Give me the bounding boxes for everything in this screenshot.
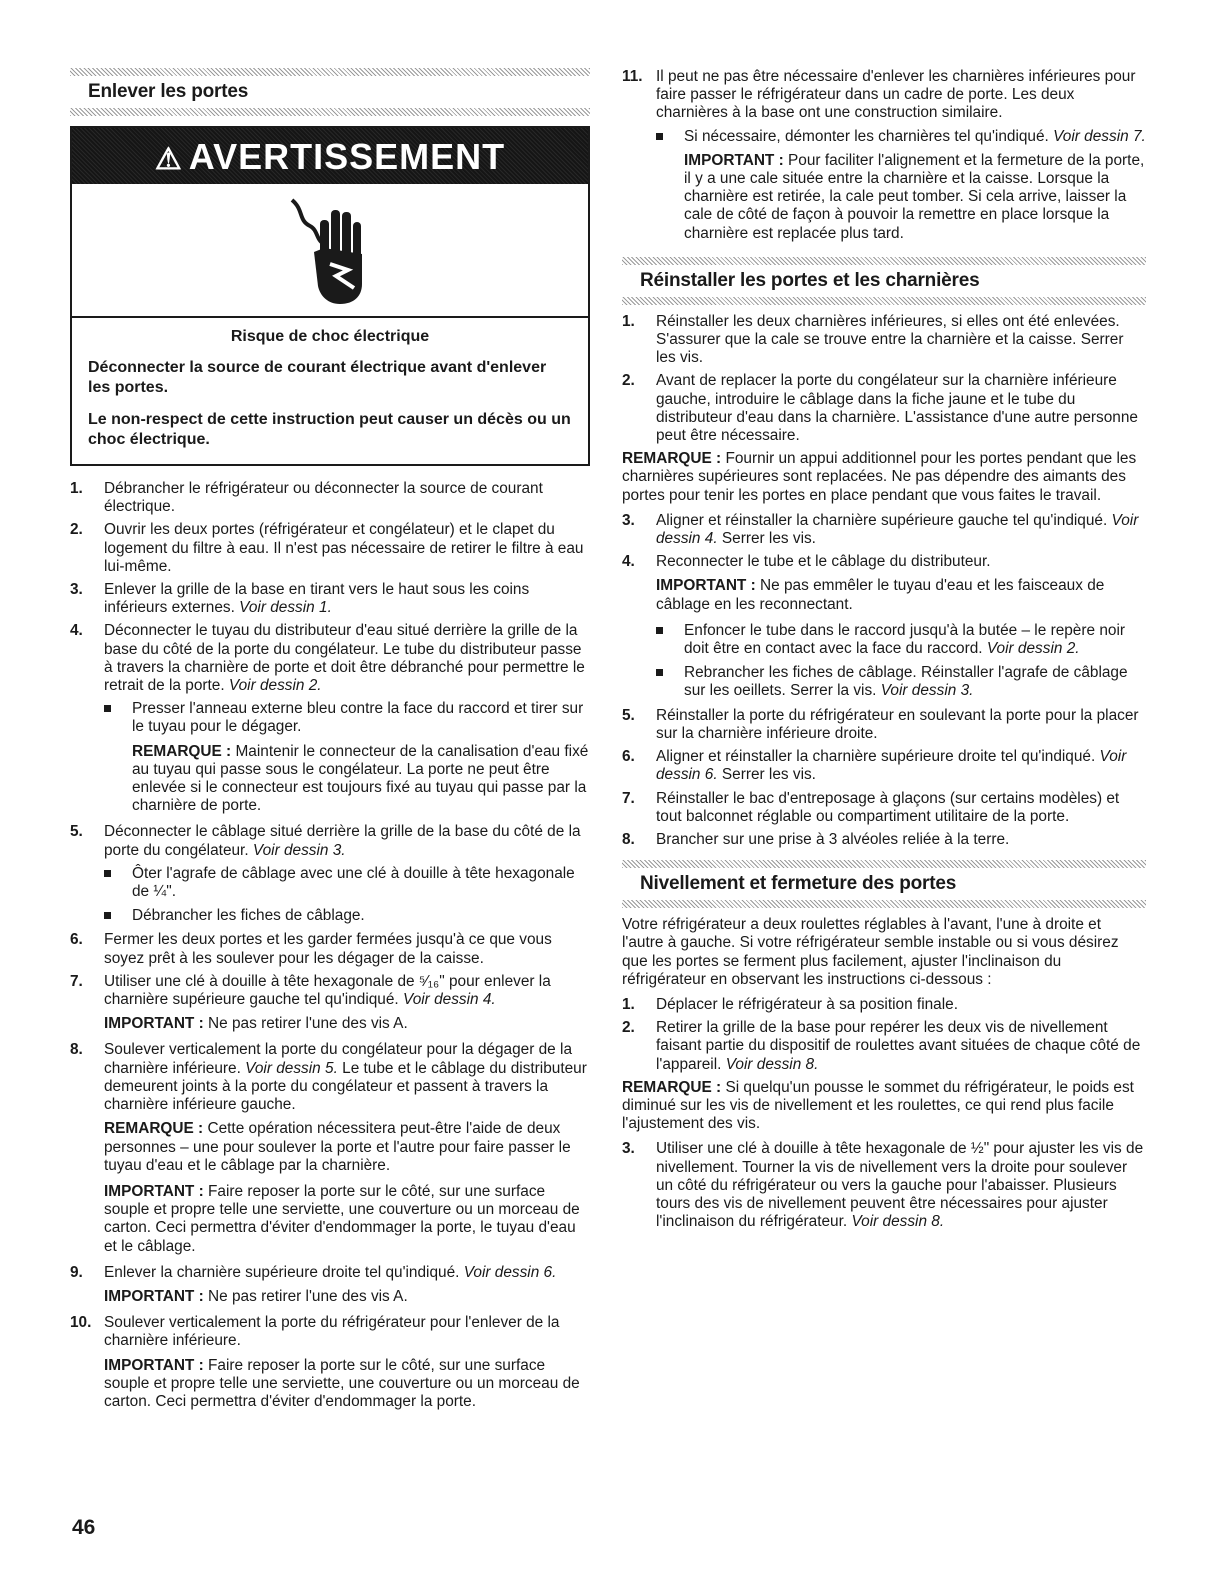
- left-column: [70, 68, 590, 1419]
- electric-shock-icon: [72, 184, 588, 318]
- list-item: 7. Réinstaller le bac d'entreposage à glaçons (sur certains modèles) et tout balconnet réglable ou compartiment utilitaire de la porte.: [622, 789, 1120, 825]
- note: REMARQUE : Maintenir le connecteur de la canalisation d'eau fixé au tuyau qui passe sous le congélateur. La porte ne peut être enlevée si le connecteur est toujours fixé au tuyau qui passe par la charnière de porte.: [132, 742, 589, 815]
- section-rule: [70, 68, 590, 76]
- warning-header: ⚠ AVERTISSEMENT: [72, 128, 588, 184]
- list-item: 5. Réinstaller la porte du réfrigérateur en soulevant la porte pour la placer sur la charnière inférieure droite.: [622, 706, 1139, 742]
- bullet-item: Presser l'anneau externe bleu contre la face du raccord et tirer sur le tuyau pour le dégager.: [104, 700, 590, 736]
- warning-triangle-icon: ⚠: [154, 143, 183, 176]
- warning-box: [70, 126, 590, 466]
- list-item: 2. Ouvrir les deux portes (réfrigérateur et congélateur) et le clapet du logement du filtre à eau. Il n'est pas nécessaire de retirer le filtre à eau lui-même.: [70, 521, 584, 575]
- list-item: 2. Avant de replacer la porte du congélateur sur la charnière inférieure gauche, introduire le câblage dans la fiche jaune et le tube du distributeur d'eau dans la charnière. L'assistance d'une autre personne peut être nécessaire.: [622, 372, 1138, 445]
- section-rule: [70, 108, 590, 116]
- list-item: 3. Aligner et réinstaller la charnière supérieure gauche tel qu'indiqué. Voir dessin 4. Serrer les vis.: [622, 511, 1139, 548]
- important-note: IMPORTANT : Ne pas retirer l'une des vis A.: [104, 1015, 408, 1033]
- list-item: 9. Enlever la charnière supérieure droite tel qu'indiqué. Voir dessin 6. IMPORTANT : Ne pas retirer l'une des vis A.: [70, 1264, 590, 1306]
- list-item: 3. Utiliser une clé à douille à tête hexagonale de ½" pour ajuster les vis de nivellement. Tourner la vis de nivellement vers la droite pour soulever un côté du réfrigérateur ou vers la gauche pour l'abaisser. Plusieurs tours des vis de nivellement peuvent être nécessaires pour ajuster l'inclinaison du réfrigérateur. Voir dessin 8.: [622, 1140, 1144, 1231]
- list-item: 4. Déconnecter le tuyau du distributeur d'eau situé derrière la grille de la base du côté de la porte du congélateur. Le tube du distributeur passe à travers la charnière de porte et doit être débranché pour permettre le retrait de la porte. Voir dessin 2. Presser l'anneau externe bleu contre la face du raccord et tirer sur le tuyau pour le dégager. REMARQUE : Maintenir le connecteur de la canalisation d'eau fixé au tuyau qui passe sous le congélateur. La porte ne peut être enlevée si le connecteur est toujours fixé au tuyau qui passe par la charnière de porte.: [70, 622, 589, 815]
- list-item: 1. Réinstaller les deux charnières inférieures, si elles ont été enlevées. S'assurer que la cale se trouve entre la charnière et la caisse. Serrer les vis.: [622, 312, 1124, 367]
- important-note: IMPORTANT : Pour faciliter l'alignement et la fermeture de la porte, il y a une cale située entre la charnière et la caisse. Lorsque la charnière est retirée, la cale peut tomber. Si cela arrive, laisser la cale de côté de façon à pouvoir la remettre en place lorsque la charnière est replacée plus tard.: [684, 151, 1145, 242]
- warning-risk: Risque de choc électrique: [230, 328, 430, 345]
- list-item: 10. Soulever verticalement la porte du réfrigérateur pour l'enlever de la charnière inférieure. IMPORTANT : Faire reposer la porte sur le côté, sur une surface souple et propre telle une serviette, une couverture ou un morceau de carton. Ceci permettra d'éviter d'endommager la porte.: [70, 1314, 590, 1411]
- paragraph: Votre réfrigérateur a deux roulettes réglables à l'avant, l'une à droite et l'autre à gauche. Si votre réfrigérateur semble instable ou si vous désirez que les portes se ferment plus facilement, ajuster l'inclinaison du réfrigérateur en observant les instructions ci-dessous :: [622, 916, 1119, 988]
- bullet-item: Enfoncer le tube dans le raccord jusqu'à la butée – le repère noir doit être en contact avec la face du raccord. Voir dessin 2.: [656, 622, 1146, 658]
- section-rule: [622, 860, 1146, 868]
- bullet-item: Si nécessaire, démonter les charnières tel qu'indiqué. Voir dessin 7.: [656, 128, 1146, 146]
- list-item: 7. Utiliser une clé à douille à tête hexagonale de ⁵⁄₁₆" pour enlever la charnière supérieure gauche tel qu'indiqué. Voir dessin 4. IMPORTANT : Ne pas retirer l'une des vis A.: [70, 973, 590, 1034]
- section-title-reinstall: Réinstaller les portes et les charnières: [640, 269, 980, 291]
- warning-line-2: Le non-respect de cette instruction peut causer un décès ou un choc électrique.: [88, 411, 571, 448]
- bullet-item: Ôter l'agrafe de câblage avec une clé à douille à tête hexagonale de ¼".: [104, 865, 590, 901]
- list-item: 6. Fermer les deux portes et les garder fermées jusqu'à ce que vous soyez prêt à les soulever pour les dégager de la caisse.: [70, 931, 552, 967]
- important-note: IMPORTANT : Ne pas retirer l'une des vis A.: [104, 1287, 408, 1305]
- list-item: 8. Soulever verticalement la porte du congélateur pour la dégager de la charnière inférieure. Voir dessin 5. Le tube et le câblage du distributeur demeurent joints à la porte du congélateur et passent à travers la charnière inférieure gauche. REMARQUE : Cette opération nécessitera peut-être l'aide de deux personnes – une pour soulever la porte et l'autre pour faire passer le tuyau d'eau et le câblage par la charnière. IMPORTANT : Faire reposer la porte sur le côté, sur une surface souple et propre telle une serviette, une couverture ou un morceau de carton. Ceci permettra d'éviter d'endommager la porte, le tuyau d'eau et le câblage.: [70, 1041, 590, 1255]
- warning-line-1: Déconnecter la source de courant électrique avant d'enlever les portes.: [88, 359, 547, 396]
- list-item: 4. Reconnecter le tube et le câblage du distributeur. IMPORTANT : Ne pas emmêler le tuyau d'eau et les faisceaux de câblage en les reconnectant. Enfoncer le tube dans le raccord jusqu'à la butée – le repère noir doit être en contact avec la face du raccord. Voir dessin 2. Rebrancher les fiches de câblage. Réinstaller l'agrafe de câblage sur les oeillets. Serrer la vis. Voir dessin 3.: [622, 553, 1146, 700]
- page-number: 46: [72, 1516, 96, 1539]
- important-note: IMPORTANT : Faire reposer la porte sur le côté, sur une surface souple et propre telle une serviette, une couverture ou un morceau de carton. Ceci permettra d'éviter d'endommager la porte, le tuyau d'eau et le câblage.: [104, 1182, 580, 1255]
- list-item: 1. Déplacer le réfrigérateur à sa position finale.: [622, 995, 958, 1013]
- bullet-item: Rebrancher les fiches de câblage. Réinstaller l'agrafe de câblage sur les oeillets. Serrer la vis. Voir dessin 3.: [656, 664, 1146, 700]
- list-item: 6. Aligner et réinstaller la charnière supérieure droite tel qu'indiqué. Voir dessin 6. Serrer les vis.: [622, 748, 1127, 784]
- important-note: IMPORTANT : Faire reposer la porte sur le côté, sur une surface souple et propre telle une serviette, une couverture ou un morceau de carton. Ceci permettra d'éviter d'endommager la porte.: [104, 1356, 580, 1410]
- note: REMARQUE : Cette opération nécessitera peut-être l'aide de deux personnes – une pour soulever la porte et l'autre pour faire passer le tuyau d'eau et le câblage par la charnière.: [104, 1120, 571, 1174]
- list-item: 1. Débrancher le réfrigérateur ou déconnecter la source de courant électrique.: [70, 480, 543, 516]
- section-title-leveling: Nivellement et fermeture des portes: [640, 873, 957, 895]
- section-rule: [622, 257, 1146, 265]
- list-item: 3. Enlever la grille de la base en tirant vers le haut sous les coins inférieurs externes. Voir dessin 1.: [70, 581, 530, 617]
- important-note: IMPORTANT : Ne pas emmêler le tuyau d'eau et les faisceaux de câblage en les reconnectant.: [656, 577, 1105, 613]
- bullet-item: Débrancher les fiches de câblage.: [104, 907, 590, 925]
- list-item: 8. Brancher sur une prise à 3 alvéoles reliée à la terre.: [622, 830, 1010, 848]
- section-title-remove-doors: Enlever les portes: [88, 81, 249, 102]
- right-column: [622, 68, 1146, 1236]
- section-rule: [622, 900, 1146, 908]
- list-item: 2. Retirer la grille de la base pour repérer les deux vis de nivellement faisant partie du dispositif de roulettes avant situées de chaque côté de l'appareil. Voir dessin 8.: [622, 1019, 1141, 1073]
- list-item: 5. Déconnecter le câblage situé derrière la grille de la base du côté de la porte du congélateur. Voir dessin 3. Ôter l'agrafe de câblage avec une clé à douille à tête hexagonale de ¼". Débrancher les fiches de câblage.: [70, 823, 590, 925]
- section-rule: [622, 297, 1146, 305]
- note: REMARQUE : Fournir un appui additionnel pour les portes pendant que les charnières supérieures sont replacées. Ne pas dépendre des aimants des portes pour tenir les portes en place pendant que vous faites le travail.: [622, 450, 1137, 504]
- list-item: 11. Il peut ne pas être nécessaire d'enlever les charnières inférieures pour faire passer le réfrigérateur dans un cadre de porte. Les deux charnières à la base ont une construction similaire. Si nécessaire, démonter les charnières tel qu'indiqué. Voir dessin 7. IMPORTANT : Pour faciliter l'alignement et la fermeture de la porte, il y a une cale située entre la charnière et la caisse. Lorsque la charnière est retirée, la cale peut tomber. Si cela arrive, laisser la cale de côté de façon à pouvoir la remettre en place lorsque la charnière est replacée plus tard.: [622, 68, 1146, 242]
- note: REMARQUE : Si quelqu'un pousse le sommet du réfrigérateur, le poids est diminué sur les vis de nivellement et les roulettes, ce qui rend plus facile l'ajustement des vis.: [622, 1078, 1134, 1133]
- remove-doors-steps: [70, 480, 590, 1411]
